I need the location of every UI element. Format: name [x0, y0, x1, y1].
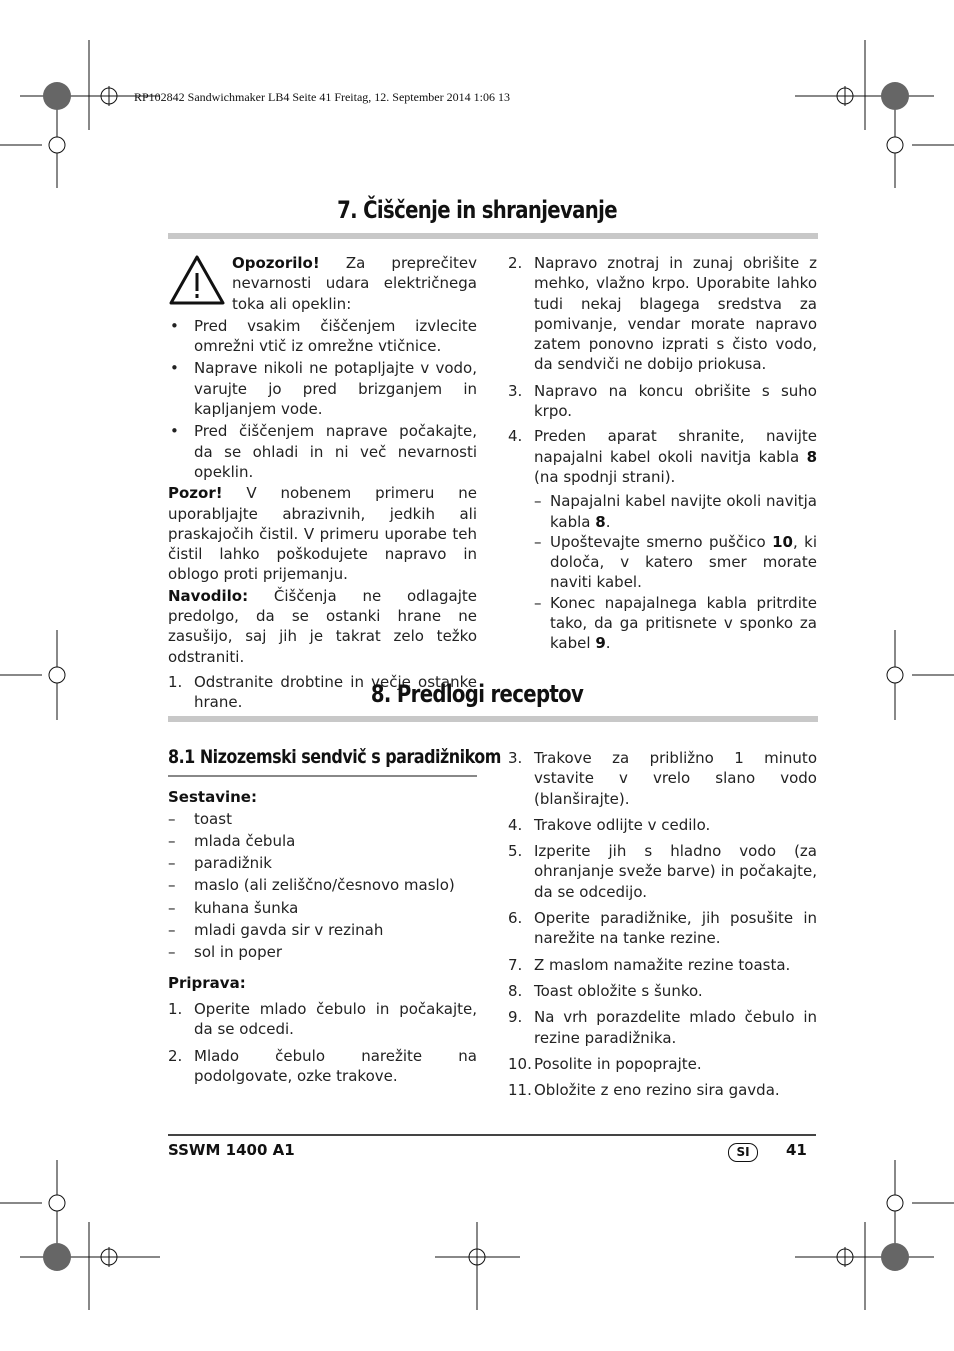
bullet-icon: •: [170, 316, 179, 335]
section-8-title: 8. Predlogi receptov: [370, 680, 584, 708]
caution-paragraph: Pozor! V nobenem primeru ne uporabljajte abrazivnih, jedkih ali praskajočih čistil. V primeru uporabe teh čistil lahko poškodujete napravo in oblogo proti prijemanju.: [168, 484, 477, 584]
step-item: 10. Posolite in popoprajte.: [508, 1054, 702, 1073]
list-item: • Pred vsakim čiščenjem izvlecite omrežni vtič iz omrežne vtičnice.: [170, 316, 477, 356]
warning-label: Opozorilo!: [232, 254, 320, 272]
step-item: 5. Izperite jih s hladno vodo (za ohranjanje sveže barve) in počakajte, da se odcedijo.: [508, 842, 817, 901]
list-item: – sol in poper: [168, 943, 282, 962]
sub-step-item: – Napajalni kabel navijte okoli navitja kabla 8.: [534, 492, 817, 531]
step-item: 7. Z maslom namažite rezine toasta.: [508, 955, 791, 974]
list-item: – mladi gavda sir v rezinah: [168, 921, 384, 940]
language-badge: SI: [728, 1143, 758, 1162]
ingredients-list: [168, 808, 477, 964]
step-item: 4. Preden aparat shranite, navijte napajalni kabel okoli navitja kabla 8 (na spodnji strani).: [508, 427, 817, 486]
warning-text: Za preprečitev nevarnosti udara električnega toka ali opeklin:: [232, 254, 477, 313]
section-7-left-column: [168, 253, 477, 713]
step-item: 6. Operite paradižnike, jih posušite in narežite na tanke rezine.: [508, 909, 817, 948]
ingredients-label: Sestavine:: [168, 788, 257, 807]
list-item: – toast: [168, 809, 232, 828]
step-item: 11. Obložite z eno rezino sira gavda.: [508, 1081, 780, 1100]
prep-label: Priprava:: [168, 973, 246, 992]
section-8-right-column: [508, 748, 817, 1100]
bullet-icon: •: [170, 359, 179, 378]
list-item: – maslo (ali zeliščno/česnovo maslo): [168, 876, 455, 895]
section-8-rule: [168, 716, 818, 722]
bullet-icon: •: [170, 422, 179, 441]
sub-step-item: – Konec napajalnega kabla pritrdite tako, da ga pritisnete v sponko za kabel 9.: [534, 593, 817, 653]
section-8-left-column: [168, 746, 501, 1086]
note-paragraph: Navodilo: Čiščenja ne odlagajte predolgo, da se ostanki hrane ne zasušijo, saj jih je takrat zelo težko odstraniti.: [168, 586, 477, 666]
sub-step-item: – Upoštevajte smerno puščico 10, ki določa, v katero smer morate naviti kabel.: [534, 532, 817, 592]
section-7-right-column: [508, 253, 817, 654]
list-item: • Pred čiščenjem naprave počakajte, da se ohladi in ni več nevarnosti opeklin.: [170, 422, 477, 481]
recipe-subtitle: 8.1 Nizozemski sendvič s paradižnikom: [168, 746, 501, 768]
warning-triangle-icon: [168, 253, 226, 307]
step-item: 3. Napravo na koncu obrišite s suho krpo.: [508, 381, 817, 421]
step-item: 2. Mlado čebulo narežite na podolgovate, ozke trakove.: [168, 1046, 477, 1085]
warning-block: [168, 253, 477, 314]
step-item: 1. Odstranite drobtine in večje ostanke hrane.: [168, 672, 477, 712]
list-item: • Naprave nikoli ne potapljajte v vodo, varujte jo pred brizganjem in kapljanjem vode.: [170, 359, 477, 419]
step-item: 3. Trakove za približno 1 minuto vstavite v vrelo slano vodo (blanširajte).: [508, 749, 817, 808]
step-item: 8. Toast obložite s šunko.: [508, 981, 703, 1000]
step-item: 1. Operite mlado čebulo in počakajte, da se odcedi.: [168, 999, 477, 1039]
section-7-rule: [168, 233, 818, 239]
section-7-title: 7. Čiščenje in shranjevanje: [337, 196, 617, 224]
step-item: 2. Napravo znotraj in zunaj obrišite z mehko, vlažno krpo. Uporabite lahko tudi nekaj blagega sredstva za pomivanje, vendar morate napravo zatem ponovno izprati s čisto vodo, da sendviči ne dobijo priokusa.: [508, 254, 817, 374]
subtitle-rule: [168, 775, 477, 777]
footer-model: SSWM 1400 A1: [168, 1141, 295, 1159]
print-slug: RP102842 Sandwichmaker LB4 Seite 41 Freitag, 12. September 2014 1:06 13: [134, 90, 510, 104]
list-item: – paradižnik: [168, 854, 272, 873]
footer-rule: [168, 1134, 816, 1136]
list-item: – mlada čebula: [168, 831, 296, 850]
list-item: – kuhana šunka: [168, 898, 299, 917]
step-item: 4. Trakove odlijte v cedilo.: [508, 815, 711, 834]
page-number: 41: [786, 1141, 807, 1159]
step-item: 9. Na vrh porazdelite mlado čebulo in rezine paradižnika.: [508, 1008, 817, 1047]
